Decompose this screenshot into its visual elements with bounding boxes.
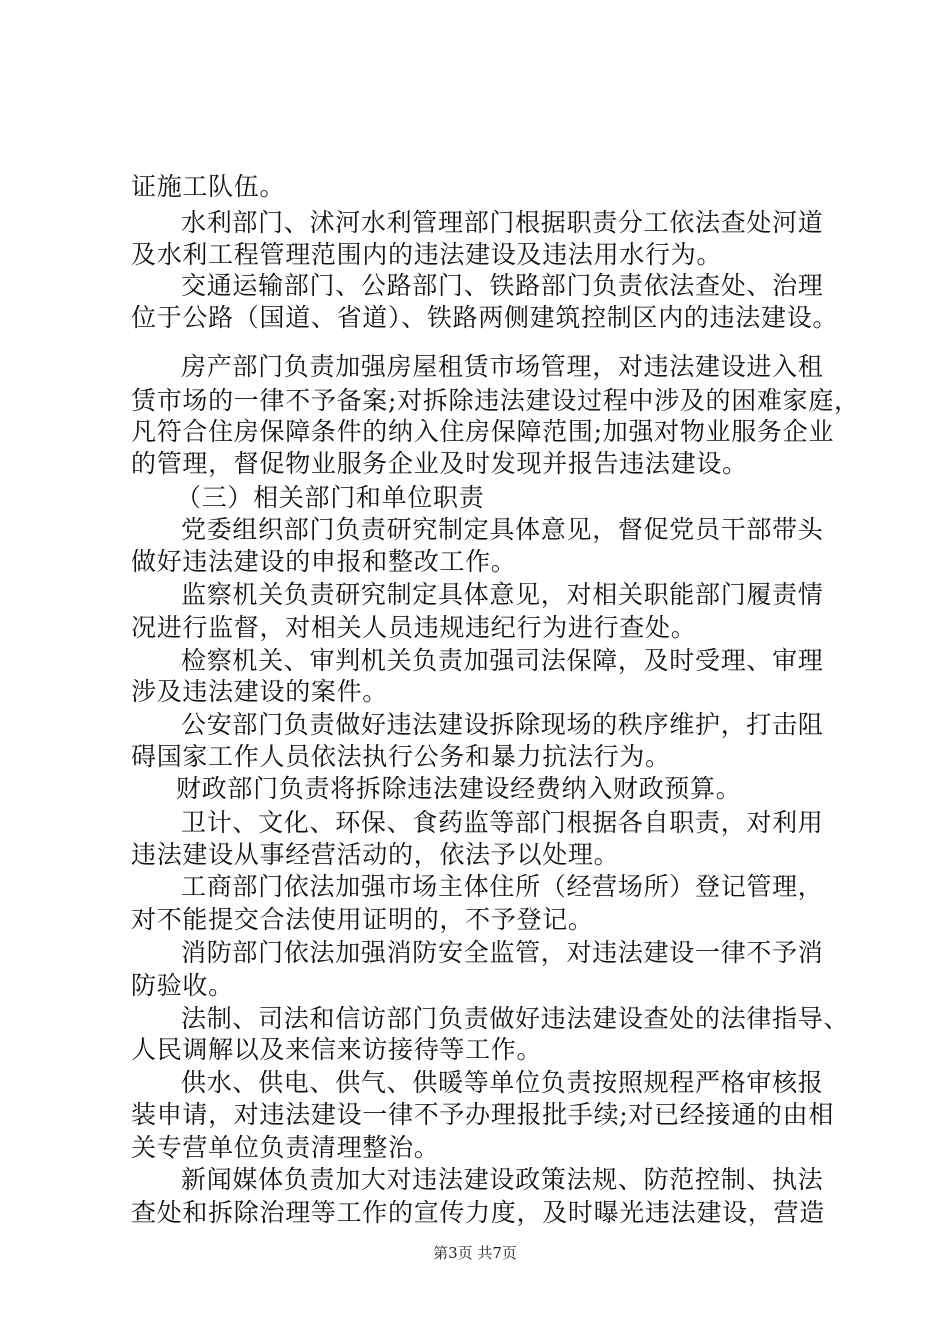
text-line: 人民调解以及来信来访接待等工作。 xyxy=(131,1035,543,1064)
text-line: 检察机关、审判机关负责加强司法保障，及时受理、审理 xyxy=(181,646,824,675)
text-line: 财政部门负责将拆除违法建设经费纳入财政预算。 xyxy=(176,774,742,803)
page-number-footer: 第3页 共7页 xyxy=(433,1244,517,1262)
text-line: 监察机关负责研究制定具体意见，对相关职能部门履责情 xyxy=(181,580,824,609)
text-line: 防验收。 xyxy=(131,971,234,1000)
text-line: 的管理，督促物业服务企业及时发现并报告违法建设。 xyxy=(131,449,748,478)
text-line: 房产部门负责加强房屋租赁市场管理，对违法建设进入租 xyxy=(181,352,824,381)
text-line: 做好违法建设的申报和整改工作。 xyxy=(131,547,517,576)
text-line: 公安部门负责做好违法建设拆除现场的秩序维护，打击阻 xyxy=(181,710,824,739)
text-line: 党委组织部门负责研究制定具体意见，督促党员干部带头 xyxy=(181,515,824,544)
text-line: 证施工队伍。 xyxy=(131,172,286,201)
text-line: 关专营单位负责清理整治。 xyxy=(131,1133,440,1162)
section-heading: （三）相关部门和单位职责 xyxy=(176,483,485,512)
text-line: 装申请，对违法建设一律不予办理报批手续;对已经接通的由相 xyxy=(131,1100,835,1129)
text-line: 涉及违法建设的案件。 xyxy=(131,677,389,706)
text-line: 赁市场的一律不予备案;对拆除违法建设过程中涉及的困难家庭， xyxy=(131,386,860,415)
text-line: 卫计、文化、环保、食药监等部门根据各自职责，对利用 xyxy=(181,808,824,837)
text-line: 查处和拆除治理等工作的宣传力度，及时曝光违法建设，营造 xyxy=(131,1198,825,1227)
text-line: 况进行监督，对相关人员违规违纪行为进行查处。 xyxy=(131,613,697,642)
text-line: 供水、供电、供气、供暖等单位负责按照规程严格审核报 xyxy=(181,1068,824,1097)
text-line: 及水利工程管理范围内的违法建设及违法用水行为。 xyxy=(131,240,723,269)
text-line: 凡符合住房保障条件的纳入住房保障范围;加强对物业服务企业 xyxy=(131,417,835,446)
text-line: 交通运输部门、公路部门、铁路部门负责依法查处、治理 xyxy=(181,271,824,300)
text-line: 位于公路（国道、省道）、铁路两侧建筑控制区内的违法建设。 xyxy=(131,303,839,332)
text-line: 对不能提交合法使用证明的，不予登记。 xyxy=(131,905,594,934)
text-line: 碍国家工作人员依法执行公务和暴力抗法行为。 xyxy=(131,742,671,771)
text-line: 新闻媒体负责加大对违法建设政策法规、防范控制、执法 xyxy=(181,1165,824,1194)
text-line: 法制、司法和信访部门负责做好违法建设查处的法律指导、 xyxy=(181,1004,850,1033)
text-line: 工商部门依法加强市场主体住所（经营场所）登记管理， xyxy=(181,872,824,901)
text-line: 违法建设从事经营活动的，依法予以处理。 xyxy=(131,840,620,869)
text-line: 水利部门、沭河水利管理部门根据职责分工依法查处河道 xyxy=(181,208,824,237)
text-line: 消防部门依法加强消防安全监管，对违法建设一律不予消 xyxy=(181,938,824,967)
